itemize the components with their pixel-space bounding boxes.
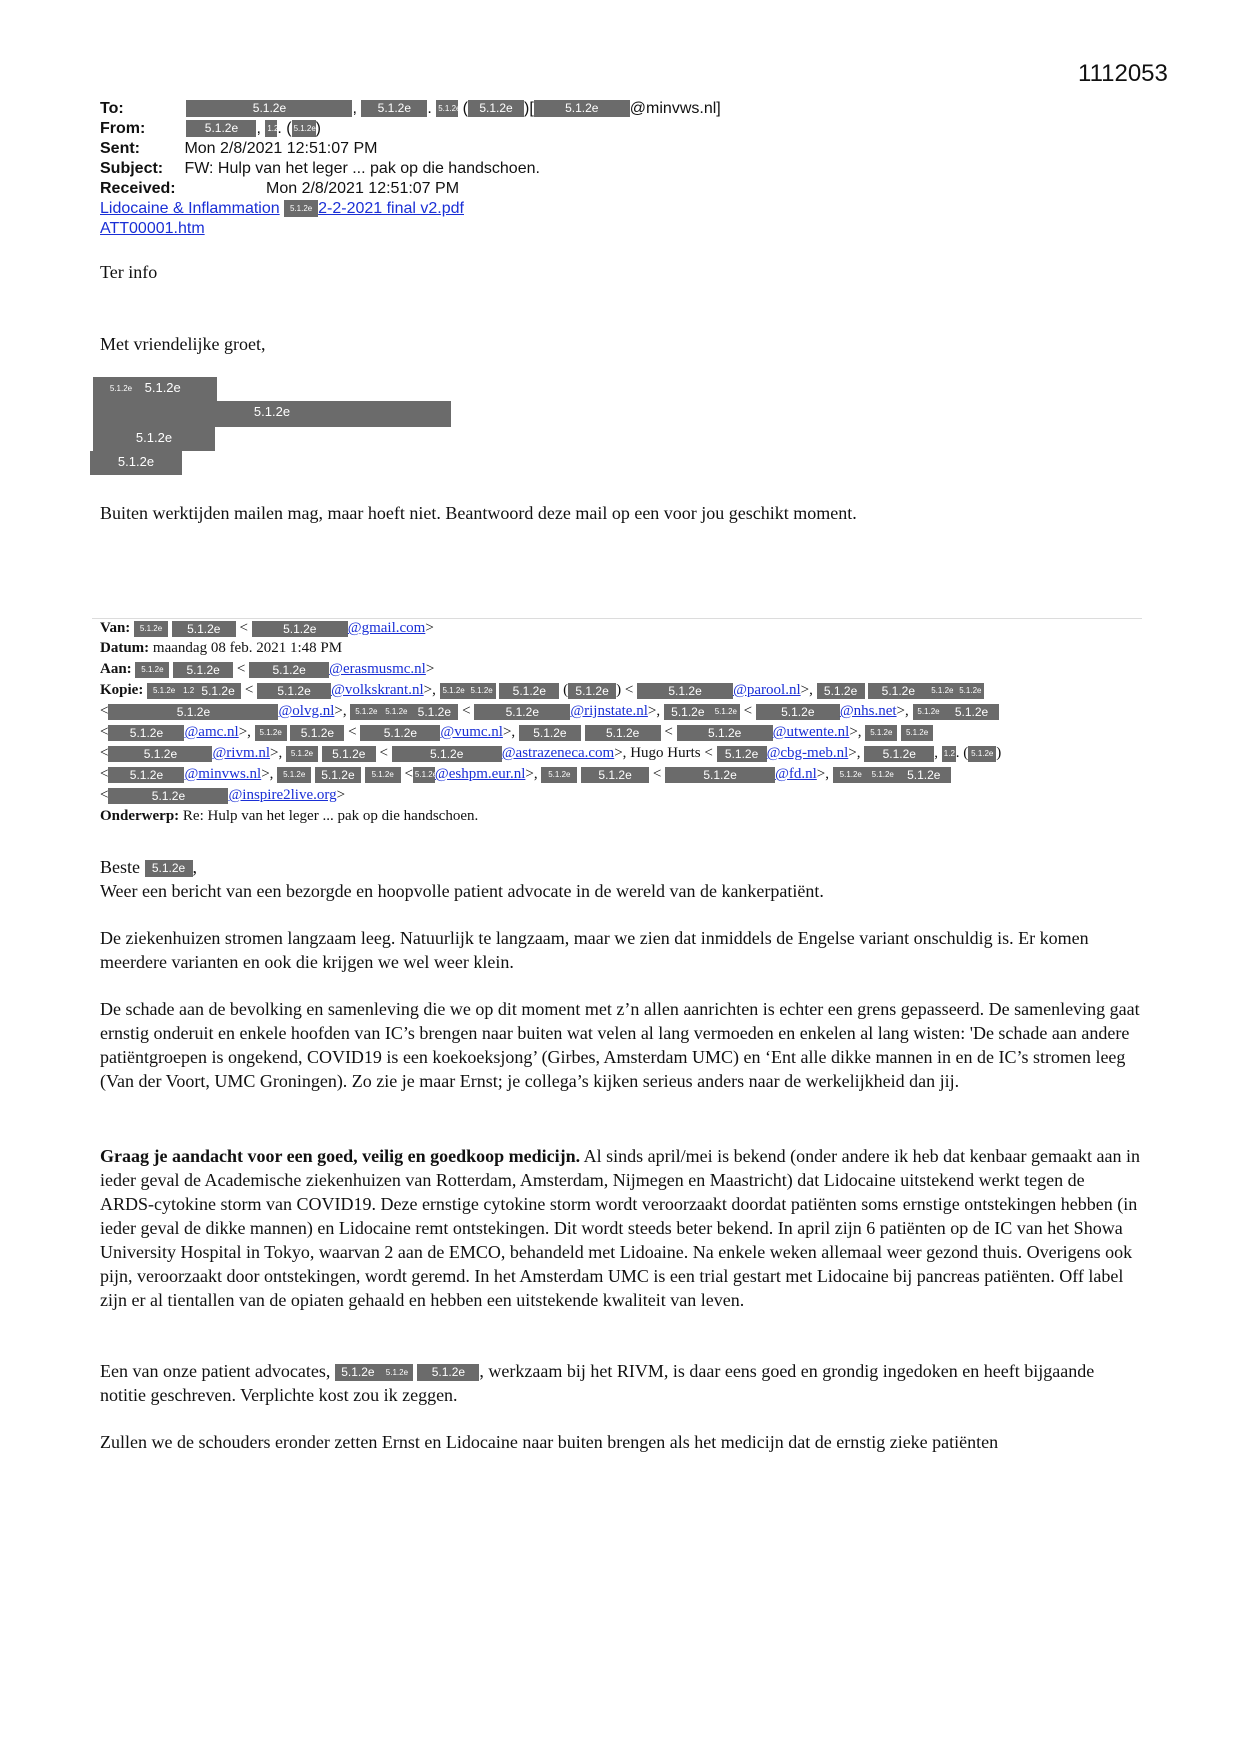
redaction: 5.1.2e [134,621,168,637]
redaction: 5.1.2e [361,100,427,117]
redaction: 5.1.2e [677,725,773,741]
redaction: 5.1.2e [637,683,733,699]
kopie-row-5: < 5.1.2e @minvws.nl>, 5.1.2e 5.1.2e 5.1.2e < 5.1.2e@eshpm.eur.nl>, 5.1.2e 5.1.2e < 5.1.2e @fd.nl>, 5.1.2e 5.1.2e 5.1.2e [100,764,1150,785]
redaction: 5.1.2e [581,767,649,783]
van-row: Van: 5.1.2e 5.1.2e < 5.1.2e @gmail.com> [100,620,434,636]
signature-redaction [93,377,217,401]
redaction: 5.1.2e [392,746,502,762]
redaction: 5.1.2e [413,767,435,783]
to-row: To: 5.1.2e , 5.1.2e . 5.1.2e ( 5.1.2e )[ 5.1.2e @minvws.nl] [100,100,721,117]
redaction: 5.1.2e [534,100,630,117]
onderwerp-value: Re: Hulp van het leger ... pak op die handschoen. [182,808,479,824]
redaction: 5.1.2e [108,746,212,762]
redaction: 1.2 [265,120,277,137]
paragraph-2: De schade aan de bevolking en samenleving die we op dit moment met z’n allen aanrichten is echter een grens gepasseerd. De samenleving gaat ernstig onderuit en enkele hoofden van IC’s brengen naar buiten wat velen al lang vermoeden en enkelen al lang wisten: 'De schade aan andere patiëntgroepen is ongekend, COVID19 is een koekoeksjong’ (Girbes, Amsterdam UMC) en ‘Ent alle dikke mannen in en de IC’s stromen leeg (Van der Voort, UMC Groningen). Zo zie je maar Ernst; je collega’s kijken serieus anders naar de werkelijkheid dan jij. [100,999,1140,1091]
subject-value: FW: Hulp van het leger ... pak op die handschoen. [184,160,540,177]
redaction: 5.1.2e [519,725,581,741]
subject-label: Subject: [100,160,164,177]
redaction: 5.1.2e [897,767,951,783]
paragraph-4-end: , werkzaam bij het RIVM, is daar eens goed en grondig ingedoken en heeft bijgaande notitie geschreven. Verplichte kost zou ik zeggen. [100,1361,1095,1405]
kopie-row-6: < 5.1.2e @inspire2live.org> [100,787,346,803]
redaction: 5.1.2e [257,683,331,699]
sent-label: Sent: [100,140,140,157]
cc-name-hugo: Hugo Hurts [630,745,701,761]
onderwerp-row [100,806,1150,827]
onderwerp-label: Onderwerp: [100,808,180,824]
sent-value: Mon 2/8/2021 12:51:07 PM [184,140,378,157]
redaction: 5.1.2e [945,704,999,720]
from-label: From: [100,120,146,137]
cc-email[interactable]: @utwente.nl [772,724,850,740]
redaction: 1.2 [942,746,956,762]
from-row: From: 5.1.2e , 1.2. ( 5.1.2e) [100,120,321,137]
cc-email[interactable]: @nhs.net [839,703,897,719]
redaction: 5.1.2e [252,621,348,637]
redaction: 5.1.2e [568,683,616,699]
salutation: Beste 5.1.2e , [100,857,197,877]
intro-paragraph: Weer een bericht van een bezorgde en hoopvolle patient advocate in de wereld van de kankerpatiënt. [100,881,824,901]
cc-email[interactable]: @parool.nl [733,682,801,698]
redaction: 5.1.2e [913,704,945,720]
datum-value: maandag 08 feb. 2021 1:48 PM [152,640,343,656]
cc-email[interactable]: @fd.nl [775,766,817,782]
redaction: 5.1.2e [186,100,352,117]
redaction: 5.1.2e [290,725,344,741]
redaction: 5.1.2e [865,725,897,741]
redaction: 5.1.2e [968,746,996,762]
redaction: 5.1.2e [286,746,318,762]
redaction: 5.1.2e [436,100,458,117]
redaction: 5.1.2e [108,704,278,720]
attachment-htm-name[interactable]: ATT00001.htm [100,220,205,237]
kopie-row-1: Kopie: 5.1.2e 1.2 5.1.2e < 5.1.2e @volkskrant.nl>, 5.1.2e 5.1.2e 5.1.2e ( 5.1.2e ) < 5.1.2e @parool.nl>, 5.1.2e 5.1.2e 5.1.2e 5.1.2e [100,680,1150,701]
paragraph-4 [100,1359,1140,1407]
redaction: 5.1.2e [817,683,865,699]
kopie-label: Kopie: [100,682,144,698]
van-email[interactable]: @gmail.com [347,620,426,636]
signature-redaction: 5.1.2e [93,427,215,451]
cc-email[interactable]: @rijnstate.nl [570,703,648,719]
redaction: 5.1.2e [249,662,329,678]
van-label: Van: [100,620,131,636]
salutation-text: Beste [100,857,140,877]
cc-email[interactable]: @volkskrant.nl [331,682,424,698]
subject-row [100,159,540,179]
redaction: 5.1.2e [956,683,984,699]
paragraph-3-bold: Graag je aandacht voor een goed, veilig en goedkoop medicijn. [100,1146,581,1166]
redaction: 5.1.2e [173,662,233,678]
redaction: 5.1.2e [145,860,193,877]
kopie-row-2: < 5.1.2e @olvg.nl>, 5.1.2e 5.1.2e 5.1.2e < 5.1.2e @rijnstate.nl>, 5.1.2e 5.1.2e < 5.1.2e @nhs.net>, 5.1.2e 5.1.2e [100,701,1150,722]
redaction: 5.1.2e [360,725,440,741]
paragraph-5: Zullen we de schouders eronder zetten Ernst en Lidocaine naar buiten brengen als het medicijn dat de ernstig zieke patiënten [100,1432,999,1452]
redaction: 5.1.2e [869,767,897,783]
to-domain: @minvws.nl] [629,100,721,117]
aan-email[interactable]: @erasmusmc.nl [329,661,426,677]
redaction: 5.1.2e [417,1364,479,1381]
redaction: 5.1.2e [868,683,928,699]
redaction: 5.1.2e [315,767,361,783]
redaction: 5.1.2e [382,704,410,720]
disclaimer-text: Buiten werktijden mailen mag, maar hoeft niet. Beantwoord deze mail op een voor jou geschikt moment. [100,503,857,523]
redaction: 5.1.2e [144,380,181,395]
redaction: 5.1.2e [284,200,318,217]
cc-email[interactable]: @amc.nl [184,724,239,740]
redaction: 5.1.2e [335,1364,381,1381]
received-label: Received: [100,180,176,197]
cc-email[interactable]: @inspire2live.org [228,787,337,803]
redaction: 5.1.2e [468,683,496,699]
redaction: 5.1.2e [410,704,458,720]
kopie-row-3: < 5.1.2e @amc.nl>, 5.1.2e 5.1.2e < 5.1.2e @vumc.nl>, 5.1.2e 5.1.2e < 5.1.2e @utwente.nl>, 5.1.2e 5.1.2e [100,722,1150,743]
redaction: 5.1.2e [864,746,934,762]
redaction: 5.1.2e [665,767,775,783]
cc-email[interactable]: @astrazeneca.com [501,745,615,761]
redaction: 5.1.2e [350,704,382,720]
redaction: 5.1.2e [499,683,559,699]
attachment-pdf-name-end[interactable]: 2-2-2021 final v2.pdf [318,200,464,217]
paragraph-3 [100,1144,1140,1312]
datum-row [100,638,1150,659]
redaction: 5.1.2e [172,621,236,637]
attachment-link-htm[interactable] [100,219,205,239]
redaction: 5.1.2e [585,725,661,741]
paragraph-4-start: Een van onze patient advocates, [100,1361,331,1381]
cc-email[interactable]: @rivm.nl [212,745,271,761]
redaction: 5.1.2e [717,746,767,762]
redaction: 5.1.2e [322,746,376,762]
received-row [100,179,459,199]
redaction: 5.1.2e [365,767,401,783]
ter-info-text: Ter info [100,262,158,282]
signature-redaction: 5.1.2e [93,401,451,427]
datum-label: Datum: [100,640,150,656]
redaction: 5.1.2e [381,1364,413,1381]
redaction: 5.1.2e [255,725,287,741]
redaction: 5.1.2e [928,683,956,699]
attachment-link-pdf[interactable] [100,199,464,219]
redaction: 5.1.2e [108,725,184,741]
redaction: 5.1.2e [108,788,228,804]
redaction: 5.1.2e [440,683,468,699]
redaction: 5.1.2e [901,725,933,741]
redaction: 5.1.2e [109,384,133,394]
sent-row [100,139,377,159]
paragraph-1: De ziekenhuizen stromen langzaam leeg. Natuurlijk te langzaam, maar we zien dat inmiddels de Engelse variant onschuldig is. Er komen meerdere varianten en ook die krijgen we wel weer klein. [100,928,1089,972]
redaction: 5.1.2e [474,704,570,720]
redaction: 5.1.2e [108,767,184,783]
signature-redaction: 5.1.2e [90,451,182,475]
redaction: 1.2 [181,683,195,699]
redaction: 5.1.2e [277,767,311,783]
redaction: 5.1.2e [468,100,524,117]
redaction: 5.1.2e [147,683,181,699]
to-label: To: [100,100,124,117]
received-value: Mon 2/8/2021 12:51:07 PM [266,180,460,197]
redaction: 5.1.2e [712,704,740,720]
redaction: 5.1.2e [541,767,577,783]
redaction: 5.1.2e [664,704,712,720]
paragraph-3-text: Al sinds april/mei is bekend (onder andere ik heb dat kenbaar gemaakt aan in ieder geval de Academische ziekenhuizen van Rotterdam, Amsterdam, Nijmegen en Maastricht) dat Lidocaine uitstekend werkt tegen de ARDS-cytokine storm van COVID19. Deze ernstige cytokine storm wordt veroorzaakt doordat patiënten soms ernstige ontstekingen hebben (in ieder geval de dikke mannen) en Lidocaine remt ontstekingen. Dit wordt steeds beter bekend. In april zijn 6 patiënten op de IC van het Showa University Hospital in Tokyo, waarvan 2 aan de EMCO, behandeld met Lidoaine. Na enkele weken allemaal weer gezond thuis. Overigens ook pijn, veroorzaakt door ontstekingen, wordt geremd. In het Amsterdam UMC is een trial gestart met Lidocaine bij pancreas patiënten. Off label zijn er al tientallen van de opiaten gehaald en hebben een uitstekende kwaliteit van leven. [100,1146,1140,1310]
attachment-pdf-name-start[interactable]: Lidocaine & Inflammation [100,200,280,217]
redaction: 5.1.2e [195,683,241,699]
redaction: 5.1.2e [292,120,316,137]
kopie-row-4: < 5.1.2e @rivm.nl>, 5.1.2e 5.1.2e < 5.1.2e @astrazeneca.com>, Hugo Hurts < 5.1.2e @cbg-meb.nl>, 5.1.2e , 1.2. ( 5.1.2e ) [100,745,1002,761]
greeting-text: Met vriendelijke groet, [100,334,266,354]
document-number: 1112053 [1078,60,1168,87]
redaction: 5.1.2e [833,767,869,783]
redaction: 5.1.2e [135,662,169,678]
cc-email[interactable]: @olvg.nl [278,703,335,719]
redaction: 5.1.2e [186,120,256,137]
aan-label: Aan: [100,661,132,677]
cc-email[interactable]: @vumc.nl [440,724,503,740]
cc-email[interactable]: @cbg-meb.nl [766,745,849,761]
aan-row: Aan: 5.1.2e 5.1.2e < 5.1.2e @erasmusmc.nl> [100,661,435,677]
redaction: 5.1.2e [756,704,840,720]
cc-email[interactable]: @eshpm.eur.nl [434,766,526,782]
cc-email[interactable]: @minvws.nl [184,766,262,782]
